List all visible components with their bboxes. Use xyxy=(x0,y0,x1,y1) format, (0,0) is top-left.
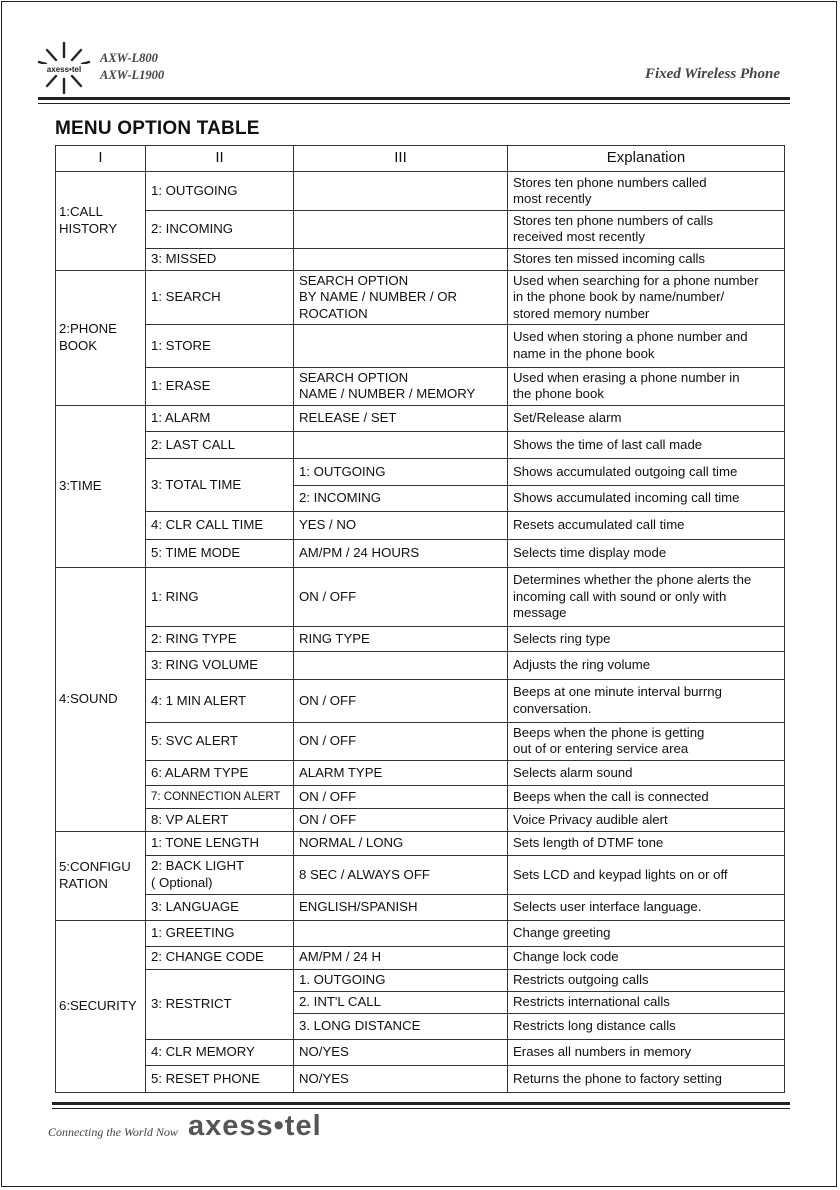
menu-option: 1. OUTGOING xyxy=(294,969,508,991)
table-row xyxy=(56,969,785,991)
menu-option: YES / NO xyxy=(294,511,508,539)
table-row xyxy=(56,855,785,894)
table-row xyxy=(56,722,785,760)
model-l800: AXW-L800 xyxy=(100,51,158,65)
group-call-history: 1:CALL HISTORY xyxy=(56,172,146,271)
explanation: Set/Release alarm xyxy=(508,405,785,431)
page-title: MENU OPTION TABLE xyxy=(55,118,260,139)
product-title: Fixed Wireless Phone xyxy=(644,66,780,82)
explanation: Change lock code xyxy=(508,946,785,969)
table-row xyxy=(56,432,785,459)
menu-item: 1: ALARM xyxy=(146,405,294,431)
menu-option xyxy=(294,211,508,248)
table-row xyxy=(56,895,785,921)
header-explanation: Explanation xyxy=(508,146,785,172)
table-row xyxy=(56,626,785,651)
header-rule-thin xyxy=(38,103,790,104)
menu-option: NORMAL / LONG xyxy=(294,831,508,855)
explanation: Used when searching for a phone number in the phone book by name/number/ stored memory number xyxy=(508,270,785,324)
menu-option: 2. INT'L CALL xyxy=(294,991,508,1013)
footer-brand-logo: axess•tel xyxy=(188,1110,322,1142)
menu-item: 3: LANGUAGE xyxy=(146,895,294,921)
menu-item: 2: BACK LIGHT ( Optional) xyxy=(146,855,294,894)
menu-item: 7: CONNECTION ALERT xyxy=(146,786,294,809)
menu-option: AM/PM / 24 H xyxy=(294,946,508,969)
explanation: Restricts outgoing calls xyxy=(508,969,785,991)
explanation: Adjusts the ring volume xyxy=(508,652,785,680)
menu-option: 2: INCOMING xyxy=(294,485,508,511)
menu-item: 1: GREETING xyxy=(146,921,294,946)
table-row xyxy=(56,568,785,627)
menu-item: 1: ERASE xyxy=(146,367,294,405)
menu-option-table xyxy=(55,145,785,1093)
explanation: Beeps when the call is connected xyxy=(508,786,785,809)
explanation: Resets accumulated call time xyxy=(508,511,785,539)
explanation: Sets length of DTMF tone xyxy=(508,831,785,855)
explanation: Used when storing a phone number and name in the phone book xyxy=(508,325,785,367)
header-rule-thick xyxy=(38,97,790,100)
menu-item: 1: STORE xyxy=(146,325,294,367)
menu-option: ON / OFF xyxy=(294,680,508,722)
table-row xyxy=(56,1065,785,1092)
explanation: Beeps at one minute interval burrng conversation. xyxy=(508,680,785,722)
explanation: Beeps when the phone is getting out of or entering service area xyxy=(508,722,785,760)
menu-item: 4: CLR CALL TIME xyxy=(146,511,294,539)
menu-option xyxy=(294,172,508,211)
explanation: Used when erasing a phone number in the phone book xyxy=(508,367,785,405)
table-row xyxy=(56,680,785,722)
footer-rule-thick xyxy=(52,1102,790,1105)
menu-item: 3: RING VOLUME xyxy=(146,652,294,680)
menu-item: 3: TOTAL TIME xyxy=(146,459,294,511)
table-row xyxy=(56,652,785,680)
table-row xyxy=(56,172,785,211)
explanation: Restricts international calls xyxy=(508,991,785,1013)
menu-option: ON / OFF xyxy=(294,568,508,627)
menu-item: 1: RING xyxy=(146,568,294,627)
explanation: Shows the time of last call made xyxy=(508,432,785,459)
menu-item: 2: RING TYPE xyxy=(146,626,294,651)
table-row xyxy=(56,809,785,831)
menu-option: ENGLISH/SPANISH xyxy=(294,895,508,921)
table-row xyxy=(56,1040,785,1065)
explanation: Stores ten missed incoming calls xyxy=(508,248,785,270)
explanation: Stores ten phone numbers called most recently xyxy=(508,172,785,211)
header-level-1: I xyxy=(56,146,146,172)
menu-option: ON / OFF xyxy=(294,809,508,831)
menu-option: AM/PM / 24 HOURS xyxy=(294,540,508,568)
menu-item: 5: RESET PHONE xyxy=(146,1065,294,1092)
explanation: Selects ring type xyxy=(508,626,785,651)
menu-option: SEARCH OPTION BY NAME / NUMBER / OR ROCATION xyxy=(294,270,508,324)
explanation: Erases all numbers in memory xyxy=(508,1040,785,1065)
explanation: Shows accumulated incoming call time xyxy=(508,485,785,511)
table-row xyxy=(56,831,785,855)
menu-item: 1: OUTGOING xyxy=(146,172,294,211)
explanation: Selects time display mode xyxy=(508,540,785,568)
menu-item: 2: CHANGE CODE xyxy=(146,946,294,969)
menu-option: ON / OFF xyxy=(294,722,508,760)
header-level-3: III xyxy=(294,146,508,172)
explanation: Sets LCD and keypad lights on or off xyxy=(508,855,785,894)
menu-item: 4: CLR MEMORY xyxy=(146,1040,294,1065)
table-header-row xyxy=(56,146,785,172)
menu-option xyxy=(294,325,508,367)
menu-option: ON / OFF xyxy=(294,786,508,809)
group-phone-book: 2:PHONE BOOK xyxy=(56,270,146,405)
menu-item: 1: SEARCH xyxy=(146,270,294,324)
explanation: Restricts long distance calls xyxy=(508,1014,785,1040)
explanation: Voice Privacy audible alert xyxy=(508,809,785,831)
menu-option xyxy=(294,652,508,680)
header-level-2: II xyxy=(146,146,294,172)
menu-option xyxy=(294,432,508,459)
table-row xyxy=(56,946,785,969)
explanation: Change greeting xyxy=(508,921,785,946)
explanation: Determines whether the phone alerts the incoming call with sound or only with message xyxy=(508,568,785,627)
table-row xyxy=(56,270,785,324)
menu-item: 3: MISSED xyxy=(146,248,294,270)
menu-option: NO/YES xyxy=(294,1065,508,1092)
menu-option: RELEASE / SET xyxy=(294,405,508,431)
footer-rule-thin xyxy=(52,1108,790,1109)
table-row xyxy=(56,211,785,248)
logo-text: axess•tel xyxy=(46,65,82,74)
menu-option: ALARM TYPE xyxy=(294,760,508,785)
group-sound: 4:SOUND xyxy=(56,568,146,831)
menu-option: 3. LONG DISTANCE xyxy=(294,1014,508,1040)
menu-option: NO/YES xyxy=(294,1040,508,1065)
menu-item: 5: SVC ALERT xyxy=(146,722,294,760)
table-row xyxy=(56,367,785,405)
footer-tagline: Connecting the World Now xyxy=(48,1125,178,1139)
menu-option: 1: OUTGOING xyxy=(294,459,508,485)
menu-item: 8: VP ALERT xyxy=(146,809,294,831)
table-row xyxy=(56,405,785,431)
table-row xyxy=(56,248,785,270)
menu-item: 3: RESTRICT xyxy=(146,969,294,1040)
table-row xyxy=(56,511,785,539)
menu-item: 6: ALARM TYPE xyxy=(146,760,294,785)
menu-item: 2: LAST CALL xyxy=(146,432,294,459)
menu-option xyxy=(294,921,508,946)
table-row xyxy=(56,921,785,946)
model-numbers xyxy=(100,50,164,84)
table-row xyxy=(56,760,785,785)
group-time: 3:TIME xyxy=(56,405,146,567)
explanation: Shows accumulated outgoing call time xyxy=(508,459,785,485)
menu-option xyxy=(294,248,508,270)
explanation: Returns the phone to factory setting xyxy=(508,1065,785,1092)
menu-option: RING TYPE xyxy=(294,626,508,651)
explanation: Stores ten phone numbers of calls received most recently xyxy=(508,211,785,248)
explanation: Selects user interface language. xyxy=(508,895,785,921)
group-configuration: 5:CONFIGU RATION xyxy=(56,831,146,921)
table-row xyxy=(56,540,785,568)
menu-item: 2: INCOMING xyxy=(146,211,294,248)
group-security: 6:SECURITY xyxy=(56,921,146,1093)
explanation: Selects alarm sound xyxy=(508,760,785,785)
menu-option: SEARCH OPTION NAME / NUMBER / MEMORY xyxy=(294,367,508,405)
menu-item: 1: TONE LENGTH xyxy=(146,831,294,855)
model-l1900: AXW-L1900 xyxy=(100,68,165,82)
table-row xyxy=(56,786,785,809)
table-row xyxy=(56,459,785,485)
menu-option: 8 SEC / ALWAYS OFF xyxy=(294,855,508,894)
menu-item: 4: 1 MIN ALERT xyxy=(146,680,294,722)
axesstel-logo-icon xyxy=(36,40,92,96)
table-row xyxy=(56,325,785,367)
menu-item: 5: TIME MODE xyxy=(146,540,294,568)
